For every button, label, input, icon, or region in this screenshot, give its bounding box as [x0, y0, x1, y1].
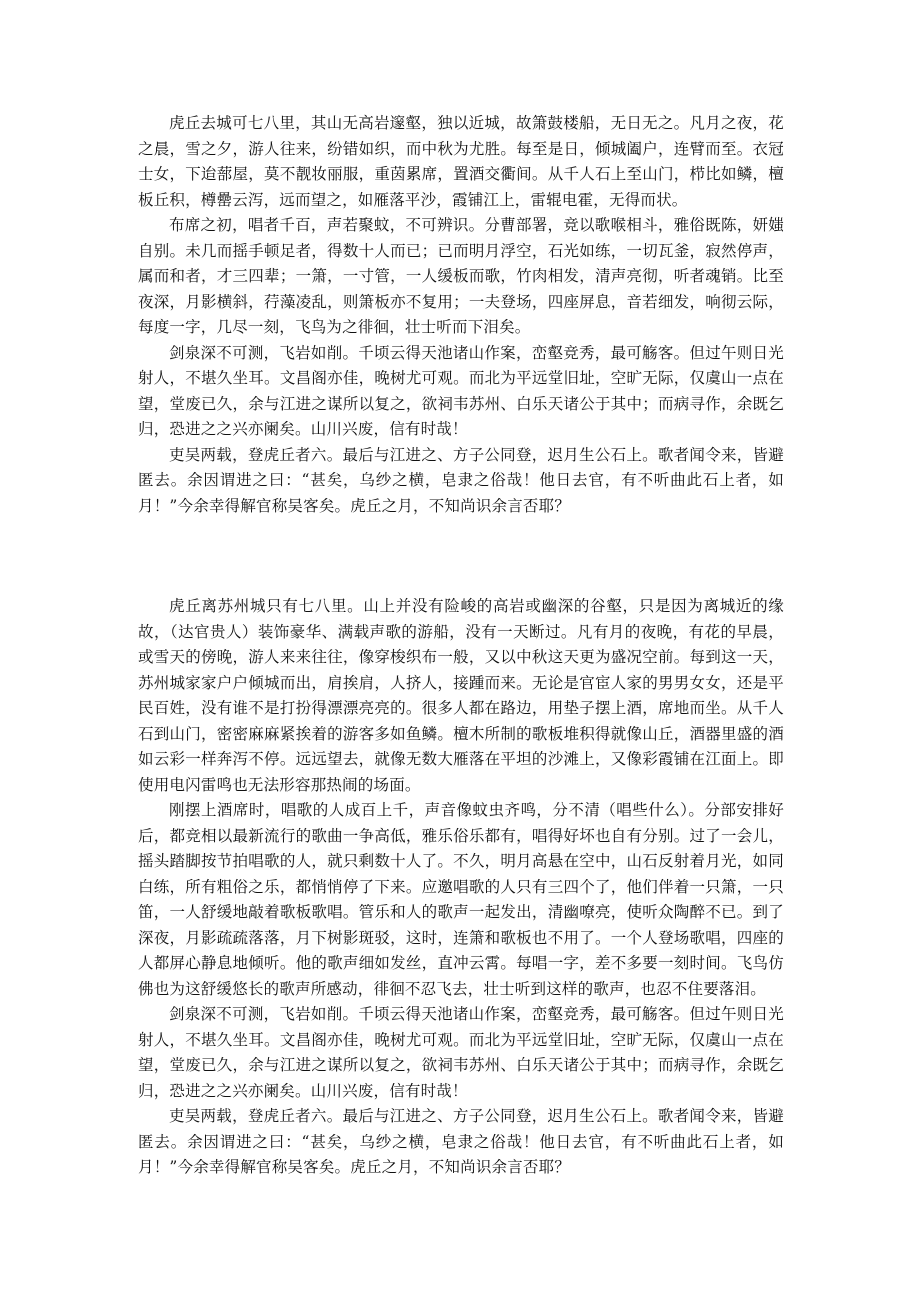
original-paragraph-2: 布席之初，唱者千百，声若聚蚊，不可辨识。分曹部署，竞以歌喉相斗，雅俗既陈，妍媸自别。未几而摇手顿足者，得数十人而已；已而明月浮空，石光如练，一切瓦釜，寂然停声，属而和者，才三四辈；一箫，一寸管，一人缓板而歌，竹肉相发，清声亮彻，听者魂销。比至夜深，月影横斜，荇藻凌乱，则箫板亦不复用；一夫登场，四座屏息，音若细发，响彻云际，每度一字，几尽一刻，飞鸟为之徘徊，壮士听而下泪矣。	[138, 216, 784, 336]
translation-paragraph-1: 虎丘离苏州城只有七八里。山上并没有险峻的高岩或幽深的谷壑，只是因为离城近的缘故，（达官贵人）装饰豪华、满载声歌的游船，没有一天断过。凡有月的夜晚，有花的早晨，或雪天的傍晚，游人来来往往，像穿梭织布一般，又以中秋这天更为盛况空前。每到这一天，苏州城家家户户倾城而出，肩挨肩，人挤人，接踵而来。无论是官宦人家的男男女女，还是平民百姓，没有谁不是打扮得漂漂亮亮的。很多人都在路边，用垫子摆上酒，席地而坐。从千人石到山门，密密麻麻紧挨着的游客多如鱼鳞。檀木所制的歌板堆积得就像山丘，酒器里盛的酒如云彩一样奔泻不停。远远望去，就像无数大雁落在平坦的沙滩上，又像彩霞铺在江面上。即使用电闪雷鸣也无法形容那热闹的场面。	[138, 597, 784, 794]
original-paragraph-3: 剑泉深不可测，飞岩如削。千顷云得天池诸山作案，峦壑竞秀，最可觞客。但过午则日光射人，不堪久坐耳。文昌阁亦佳，晚树尤可观。而北为平远堂旧址，空旷无际，仅虞山一点在望，堂废已久，余与江进之谋所以复之，欲祠韦苏州、白乐天诸公于其中；而病寻作，余既乞归，恐进之之兴亦阑矣。山川兴废，信有时哉！	[138, 343, 784, 438]
original-text-section	[138, 111, 784, 519]
original-paragraph-1: 虎丘去城可七八里，其山无高岩邃壑，独以近城，故箫鼓楼船，无日无之。凡月之夜，花之晨，雪之夕，游人往来，纷错如织，而中秋为尤胜。每至是日，倾城阖户，连臂而至。衣冠士女，下迨蔀屋，莫不靓妆丽服，重茵累席，置酒交衢间。从千人石上至山门，栉比如鳞，檀板丘积，樽罍云泻，远而望之，如雁落平沙，霞铺江上，雷辊电霍，无得而状。	[138, 114, 784, 209]
original-paragraph-4: 吏吴两载，登虎丘者六。最后与江进之、方子公同登，迟月生公石上。歌者闻令来，皆避匿去。余因谓进之曰：“甚矣，乌纱之横，皂隶之俗哉！他日去官，有不听曲此石上者，如月！”今余幸得解官称吴客矣。虎丘之月，不知尚识余言否耶？	[138, 445, 784, 515]
translation-paragraph-2: 刚摆上酒席时，唱歌的人成百上千，声音像蚊虫齐鸣，分不清（唱些什么）。分部安排好后，都竞相以最新流行的歌曲一争高低，雅乐俗乐都有，唱得好坏也自有分别。过了一会儿，摇头踏脚按节拍唱歌的人，就只剩数十人了。不久，明月高悬在空中，山石反射着月光，如同白练，所有粗俗之乐，都悄悄停了下来。应邀唱歌的人只有三四个了，他们伴着一只箫，一只笛，一人舒缓地敲着歌板歌唱。管乐和人的歌声一起发出，清幽嘹亮，使听众陶醉不已。到了深夜，月影疏疏落落，月下树影斑驳，这时，连箫和歌板也不用了。一个人登场歌唱，四座的人都屏心静息地倾听。他的歌声细如发丝，直冲云霄。每唱一字，差不多要一刻时间。飞鸟仿佛也为这舒缓悠长的歌声所感动，徘徊不忍飞去，壮士听到这样的歌声，也忍不住要落泪。	[138, 801, 784, 998]
translation-paragraph-4: 吏吴两载，登虎丘者六。最后与江进之、方子公同登，迟月生公石上。歌者闻令来，皆避匿去。余因谓进之曰：“甚矣，乌纱之横，皂隶之俗哉！他日去官，有不听曲此石上者，如月！”今余幸得解官称吴客矣。虎丘之月，不知尚识余言否耶？	[138, 1107, 784, 1176]
translation-text-section	[138, 594, 784, 1181]
translation-paragraph-3: 剑泉深不可测，飞岩如削。千顷云得天池诸山作案，峦壑竞秀，最可觞客。但过午则日光射人，不堪久坐耳。文昌阁亦佳，晚树尤可观。而北为平远堂旧址，空旷无际，仅虞山一点在望，堂废已久，余与江进之谋所以复之，欲祠韦苏州、白乐天诸公于其中；而病寻作，余既乞归，恐进之之兴亦阑矣。山川兴废，信有时哉！	[138, 1005, 784, 1100]
